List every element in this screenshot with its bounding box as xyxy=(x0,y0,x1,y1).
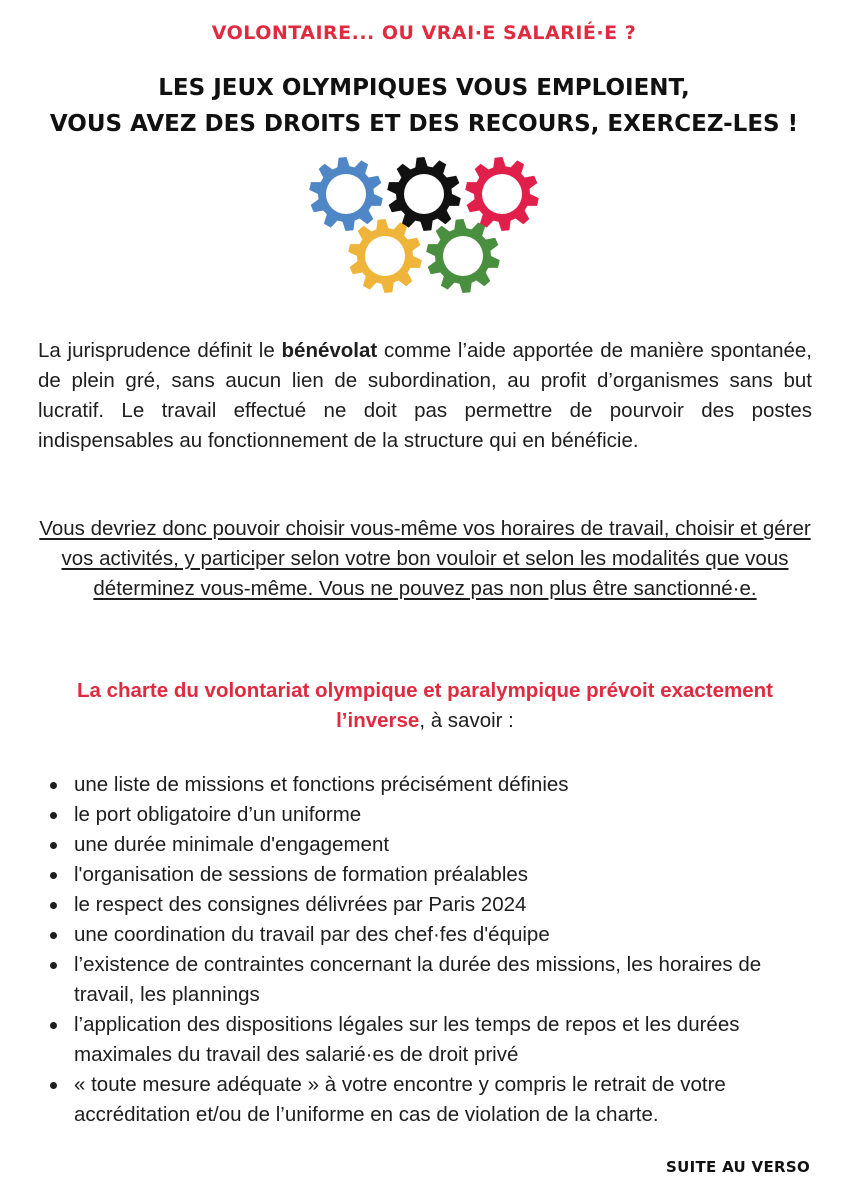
list-item xyxy=(38,1010,812,1070)
red-gear-icon xyxy=(465,157,539,231)
bullet-icon xyxy=(50,812,57,819)
list-item xyxy=(38,770,812,800)
list-item-text: une coordination du travail par des chef·fes d'équipe xyxy=(74,923,550,946)
list-item-text: une durée minimale d'engagement xyxy=(74,833,390,856)
rights-paragraph: Vous devriez donc pouvoir choisir vous-même vos horaires de travail, choisir et gérer vos activités, y participer selon votre bon vouloir et selon les modalités que vous déterminez vous-même. Vous ne pouvez pas non plus être sanctionné·e. xyxy=(39,517,811,600)
bullet-icon xyxy=(50,932,57,939)
list-item xyxy=(38,830,812,860)
bullet-icon xyxy=(50,1082,57,1089)
bullet-icon xyxy=(50,842,57,849)
paragraph1-body: comme l’aide apportée de manière spontanée, de plein gré, sans aucun lien de subordination, au profit d’organismes sans but lucratif. Le travail effectué ne doit pas permettre de pourvoir des postes indispensables au fonctionnement de la structure qui en bénéficie. xyxy=(38,339,812,452)
benevolat-term: bénévolat xyxy=(281,339,378,362)
charter-rest: , à savoir : xyxy=(419,709,514,732)
bullet-icon xyxy=(50,782,57,789)
list-item-text: l'organisation de sessions de formation préalables xyxy=(74,863,529,886)
list-item xyxy=(38,890,812,920)
list-item xyxy=(38,860,812,890)
blue-gear-icon xyxy=(309,157,383,231)
yellow-gear-icon xyxy=(348,219,422,293)
list-item xyxy=(38,920,812,950)
charter-obligations-list xyxy=(38,770,812,1130)
headline-line-1: LES JEUX OLYMPIQUES VOUS EMPLOIENT, xyxy=(158,75,690,101)
bullet-icon xyxy=(50,1022,57,1029)
list-item-text: l’existence de contraintes concernant la durée des missions, les horaires de travail, les plannings xyxy=(74,953,762,1006)
headline-line-2: VOUS AVEZ DES DROITS ET DES RECOURS, EXERCEZ-LES ! xyxy=(49,111,799,137)
charter-paragraph xyxy=(38,676,812,736)
bullet-icon xyxy=(50,872,57,879)
list-item-text: le port obligatoire d’un uniforme xyxy=(74,803,362,826)
paragraph1-intro: La jurisprudence définit le xyxy=(38,339,282,362)
continue-overleaf-note: SUITE AU VERSO xyxy=(666,1158,810,1176)
black-gear-icon xyxy=(387,157,461,231)
list-item-text: une liste de missions et fonctions précisément définies xyxy=(74,773,569,796)
list-item-text: l’application des dispositions légales sur les temps de repos et les durées maximales du travail des salarié·es de droit privé xyxy=(74,1013,740,1066)
olympic-gears-illustration xyxy=(304,152,544,302)
kicker-title: VOLONTAIRE... OU VRAI·E SALARIÉ·E ? xyxy=(211,22,637,44)
list-item-text: le respect des consignes délivrées par Paris 2024 xyxy=(74,893,527,916)
benevolat-definition-paragraph xyxy=(38,336,812,456)
list-item xyxy=(38,800,812,830)
charter-highlight: La charte du volontariat olympique et paralympique prévoit exactement l’inverse xyxy=(76,679,774,732)
headline xyxy=(0,70,848,142)
list-item-text: « toute mesure adéquate » à votre encontre y compris le retrait de votre accréditation et/ou de l’uniforme en cas de violation de la charte. xyxy=(74,1073,726,1126)
green-gear-icon xyxy=(426,219,500,293)
list-item xyxy=(38,950,812,1010)
list-item xyxy=(38,1070,812,1130)
bullet-icon xyxy=(50,962,57,969)
bullet-icon xyxy=(50,902,57,909)
